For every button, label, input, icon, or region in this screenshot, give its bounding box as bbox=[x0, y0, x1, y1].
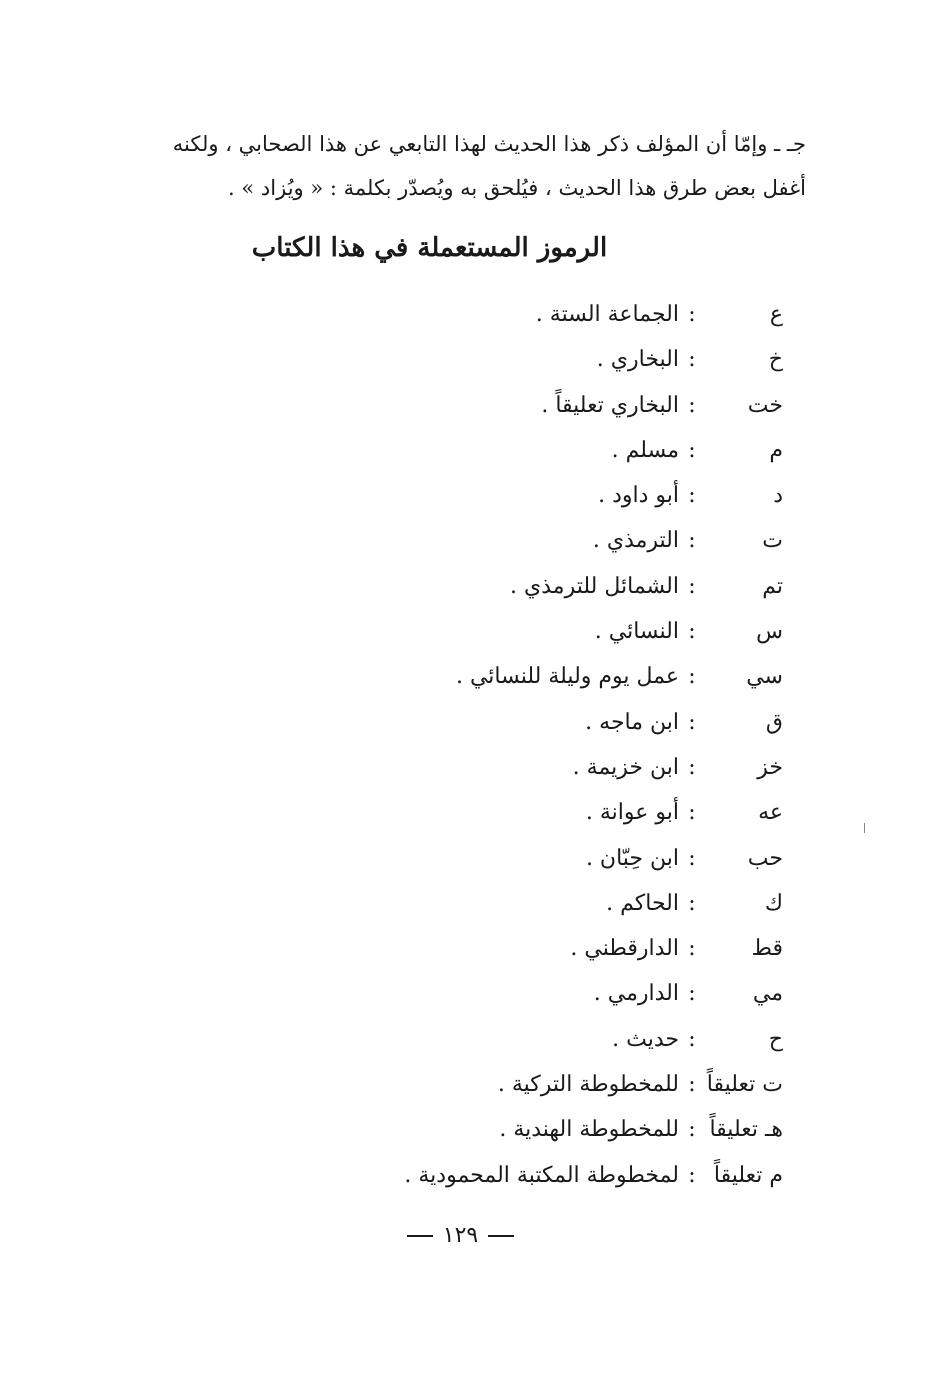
symbol-code: ع bbox=[769, 302, 783, 327]
symbol-code: حب bbox=[747, 845, 783, 871]
symbol-row bbox=[404, 609, 783, 654]
symbol-code: هـ تعليقاً bbox=[709, 1117, 783, 1143]
symbol-separator: : bbox=[688, 619, 696, 645]
symbol-separator: : bbox=[688, 754, 696, 780]
symbol-separator: : bbox=[688, 1117, 696, 1143]
symbol-code: ك bbox=[764, 890, 783, 916]
symbol-description: الحاكم . bbox=[606, 890, 679, 916]
symbol-code: مي bbox=[752, 981, 783, 1007]
symbol-code: خز bbox=[757, 754, 783, 780]
symbol-separator: : bbox=[688, 437, 696, 463]
symbol-separator: : bbox=[688, 1162, 696, 1188]
symbol-row bbox=[404, 926, 783, 971]
symbol-description: ابن ماجه . bbox=[585, 709, 679, 735]
symbol-description: البخاري تعليقاً . bbox=[541, 392, 679, 418]
symbol-row bbox=[404, 790, 783, 835]
symbol-separator: : bbox=[688, 981, 696, 1007]
symbol-description: أبو عوانة . bbox=[585, 800, 679, 826]
symbol-code: ق bbox=[765, 709, 783, 735]
symbol-row bbox=[404, 971, 783, 1016]
symbol-description: عمل يوم وليلة للنسائي . bbox=[455, 664, 679, 690]
symbol-row bbox=[404, 1153, 783, 1198]
symbol-code: خت bbox=[747, 392, 783, 418]
page-number: ١٢٩ bbox=[442, 1223, 479, 1248]
symbol-row bbox=[404, 654, 783, 699]
symbol-separator: : bbox=[688, 845, 696, 871]
section-heading: الرموز المستعملة في هذا الكتاب bbox=[251, 233, 608, 263]
symbol-separator: : bbox=[688, 709, 696, 735]
symbol-code: د bbox=[773, 483, 783, 509]
paragraph-line-1: جـ ـ وإمّا أن المؤلف ذكر هذا الحديث لهذا التابعي عن هذا الصحابي ، ولكنه bbox=[172, 132, 806, 156]
symbol-row bbox=[404, 1017, 783, 1062]
symbol-code: قط bbox=[751, 936, 783, 962]
symbol-description: حديث . bbox=[612, 1026, 679, 1052]
symbol-row bbox=[404, 337, 783, 382]
symbol-separator: : bbox=[688, 483, 696, 509]
intro-paragraph bbox=[116, 122, 806, 210]
symbol-row bbox=[404, 428, 783, 473]
symbol-separator: : bbox=[688, 528, 696, 554]
symbol-description: الجماعة الستة . bbox=[535, 302, 679, 327]
symbol-separator: : bbox=[688, 664, 696, 690]
symbol-description: أبو داود . bbox=[598, 483, 679, 509]
symbol-row bbox=[404, 745, 783, 790]
symbol-separator: : bbox=[688, 392, 696, 418]
symbol-description: النسائي . bbox=[594, 619, 679, 645]
symbol-row bbox=[404, 518, 783, 563]
symbol-row bbox=[404, 836, 783, 881]
symbol-row bbox=[404, 292, 783, 337]
symbol-code: م bbox=[769, 437, 783, 463]
symbol-code: ح bbox=[768, 1026, 783, 1052]
symbol-code: تم bbox=[762, 573, 783, 599]
symbol-description: البخاري . bbox=[596, 347, 679, 373]
symbol-separator: : bbox=[688, 1026, 696, 1052]
symbol-separator: : bbox=[688, 936, 696, 962]
symbol-code: م تعليقاً bbox=[713, 1162, 783, 1188]
symbol-row bbox=[404, 881, 783, 926]
footer-dash-right bbox=[488, 1235, 514, 1237]
page-footer bbox=[0, 1216, 929, 1256]
symbol-separator: : bbox=[688, 800, 696, 826]
symbol-separator: : bbox=[688, 347, 696, 373]
symbol-description: الترمذي . bbox=[592, 528, 679, 554]
symbol-description: للمخطوطة الهندية . bbox=[499, 1117, 679, 1143]
symbol-code: خ bbox=[768, 347, 783, 373]
symbol-separator: : bbox=[688, 573, 696, 599]
footer-dash-left bbox=[407, 1235, 433, 1237]
symbol-description: ابن خزيمة . bbox=[572, 754, 679, 780]
symbol-row bbox=[404, 1107, 783, 1152]
symbol-separator: : bbox=[688, 302, 696, 327]
symbol-separator: : bbox=[688, 890, 696, 916]
symbol-code: ت bbox=[762, 528, 783, 554]
symbol-code: سي bbox=[746, 664, 783, 690]
symbol-description: لمخطوطة المكتبة المحمودية . bbox=[404, 1162, 679, 1188]
symbols-list bbox=[404, 292, 783, 1198]
symbol-description: الشمائل للترمذي . bbox=[510, 573, 679, 599]
symbol-description: الدارقطني . bbox=[570, 936, 679, 962]
symbol-row bbox=[404, 700, 783, 745]
symbol-description: ابن حِبّان . bbox=[585, 845, 679, 871]
symbol-row bbox=[404, 1062, 783, 1107]
symbol-description: الدارمي . bbox=[593, 981, 679, 1007]
scan-mark bbox=[864, 823, 865, 833]
symbol-description: مسلم . bbox=[611, 437, 679, 463]
symbol-code: ت تعليقاً bbox=[706, 1072, 783, 1098]
symbol-row bbox=[404, 383, 783, 428]
symbol-row bbox=[404, 473, 783, 518]
symbol-description: للمخطوطة التركية . bbox=[497, 1072, 679, 1098]
symbol-code: س bbox=[756, 619, 783, 645]
paragraph-line-2: أغفل بعض طرق هذا الحديث ، فيُلحق به ويُصدّر بكلمة : « ويُزاد » . bbox=[228, 176, 806, 200]
symbol-code: عه bbox=[758, 800, 783, 826]
symbol-row bbox=[404, 564, 783, 609]
symbol-separator: : bbox=[688, 1072, 696, 1098]
